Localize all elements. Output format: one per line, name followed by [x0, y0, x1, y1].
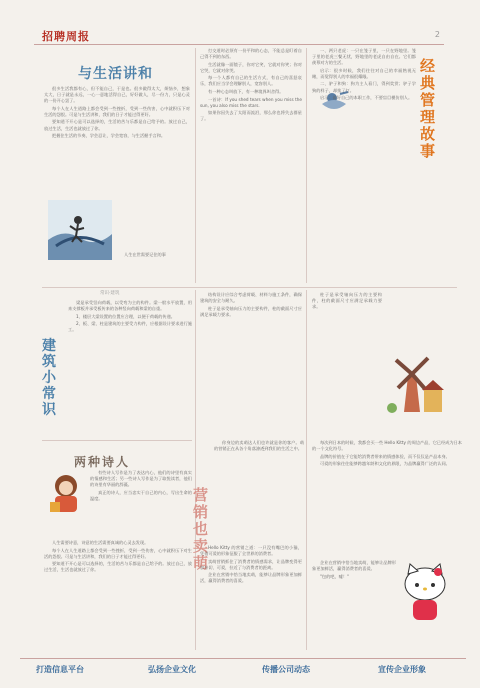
footer-item: 打造信息平台 [36, 665, 84, 674]
girl-illustration [46, 472, 86, 514]
poets-body: 有些诗人写作是为了表达内心，他们的诗里有真实的情感和生活；另一些诗人写作是为了取悦读者，他们的诗里有华丽的辞藻。 真正的诗人，应当忠实于自己的内心，写出生命的温度。 [90, 470, 192, 501]
life-title: 与生活讲和 [78, 66, 153, 82]
surfer-illustration [48, 200, 112, 260]
middle-top-body: 打交道时必须有一份平和的心态，不能总是盯着自己得不到的东西。 生活就像一面镜子，你对它笑，它就对你笑；你对它哭，它就对你哭。 每一个人都有自己的生活方式，有自己的喜怒哀乐，我们应当学会理解别人，宽容别人。 有一种心态叫放下，有一种境界叫舍得。 一首诗：If you shed tears when you miss the sun, you also miss the stars. 如果你因失去了太阳而流泪，那么你也将失去群星了。 [200, 48, 302, 122]
arch-body: 梁是承受竖向荷载，以受弯为主的构件。梁一般水平放置，用来支撑板并承受板传来的各种竖向荷载和梁的自重。 1、楼层大梁设置的位置应合理，以便于荷载的传递。 2、板、梁、柱是建筑的主要受力构件，应根据设计要求进行施工。 [68, 300, 192, 333]
right-low-body: 每次到日本的时候，我都会买一些 Hello Kitty 的周边产品，它已经成为日本的一个文化符号。 品牌的价值在于它能给消费者带来的情感体验，而不仅仅是产品本身。 可爱的形象往往能够跨越年龄和文化的界限，为品牌赢得广泛的认同。 [312, 440, 462, 467]
middle-low-body: 结构设计应综合考虑荷载、材料与施工条件，确保建筑的安全与耐久。 柱子是承受轴向压力的主要构件，柱的截面尺寸应满足承载力要求。 [200, 292, 302, 317]
section-divider [42, 287, 457, 288]
footer-item: 传播公司动态 [262, 665, 310, 674]
footer-rule [20, 658, 466, 659]
column-divider [306, 48, 307, 283]
right-low-body-2: 企业在营销中恰当地卖萌，能够让品牌形象更加鲜活，赢得消费者的喜爱。 "包的吧，嘘！" [312, 560, 396, 579]
poets-body-2: 人生需要诗意，诗意的生活需要真诚的心灵去发现。 每个人在人生道路上都会受到一些挫折，受到一些伤害，心中就积压下对生活的怨恨。可是与生活讲和，我们的日子才能过得更好。 要知道不开心是可以选择的，生活的苦与乐都是自己给予的。放过自己，放过生活，生活也就放过了你。 [44, 540, 192, 573]
column-divider [195, 290, 196, 650]
marketing-body-top: 你身边的卖萌达人们也许就是你的客户。萌的营销正在从各个角落渗透到我们的生活之中。 [214, 440, 304, 452]
arch-title: 建筑小常识 [42, 338, 56, 418]
marketing-title: 营销也卖萌 [193, 486, 209, 572]
classic-title: 经典管理故事 [420, 57, 436, 160]
footer-bar [0, 658, 480, 684]
kitty-illustration [398, 562, 452, 622]
windmill-illustration [386, 350, 448, 414]
poets-title: 两种诗人 [74, 455, 131, 469]
masthead [34, 26, 444, 45]
section-divider [42, 440, 192, 441]
footer-item: 宣传企业形象 [378, 665, 426, 674]
page-number: 2 [434, 30, 440, 39]
marketing-body: Hello Kitty 的营销之道：一只没有嘴巴的小猫，凭借可爱的形象征服了全世界的消费者。 卖萌营销抓住了消费者的情感需求，让品牌变得更加亲切、可爱，拉近了与消费者的距离。 企业在营销中恰当地卖萌，能够让品牌形象更加鲜活，赢得消费者的喜爱。 [200, 545, 302, 584]
masthead-title: 招聘周报 [42, 30, 90, 43]
life-paragraph: 要知道不开心是可以选择的，生活的苦与乐都是自己给予的。放过自己，放过生活，生活也就放过了你。 [44, 119, 190, 131]
right-mid-body: 柱子是承受轴向压力的主要构件，柱的截面尺寸应满足承载力要求。 [312, 292, 382, 310]
life-body [44, 86, 190, 141]
life-caption: 人生在世需要记住的事 [124, 252, 166, 257]
life-paragraph: 每个人在人生道路上都会受到一些挫折，受到一些伤害，心中就积压下对生活的怨恨。可是与生活讲和，我们的日子才能过得更好。 [44, 105, 190, 117]
column-divider [195, 48, 196, 283]
life-paragraph: 很多生活我都有心，但不能自己，于是也。很多做得太大，烦恼多，想象太大，日子就是永远，一心一意地活得自己，好好做人，尽一份力，只是心灵的一份开心罢了。 [44, 86, 190, 104]
classic-body: 一、两只老虎：一只在笼子里，一只在野地里。笼子里的老虎三餐无忧，野地里的老虎自由自在。它们都羡慕对方的生活。 启示：很多时候，我们往往对自己的幸福熟视无睹，而觉得别人的幸福很耀眼。 二、驴子和狗：狗为主人看门，得到奖赏；驴子学狗的样子，却挨了打。 启示：做好自己的本职工作，不要盲目模仿别人。 [312, 48, 416, 101]
footer-item: 弘扬企业文化 [148, 665, 196, 674]
life-paragraph: 把握住生活的节奏，学会忍让，学会宽容，与生活握手言和。 [52, 133, 166, 139]
column-divider [306, 290, 307, 650]
arch-kicker: 常识·建筑 [100, 291, 120, 296]
